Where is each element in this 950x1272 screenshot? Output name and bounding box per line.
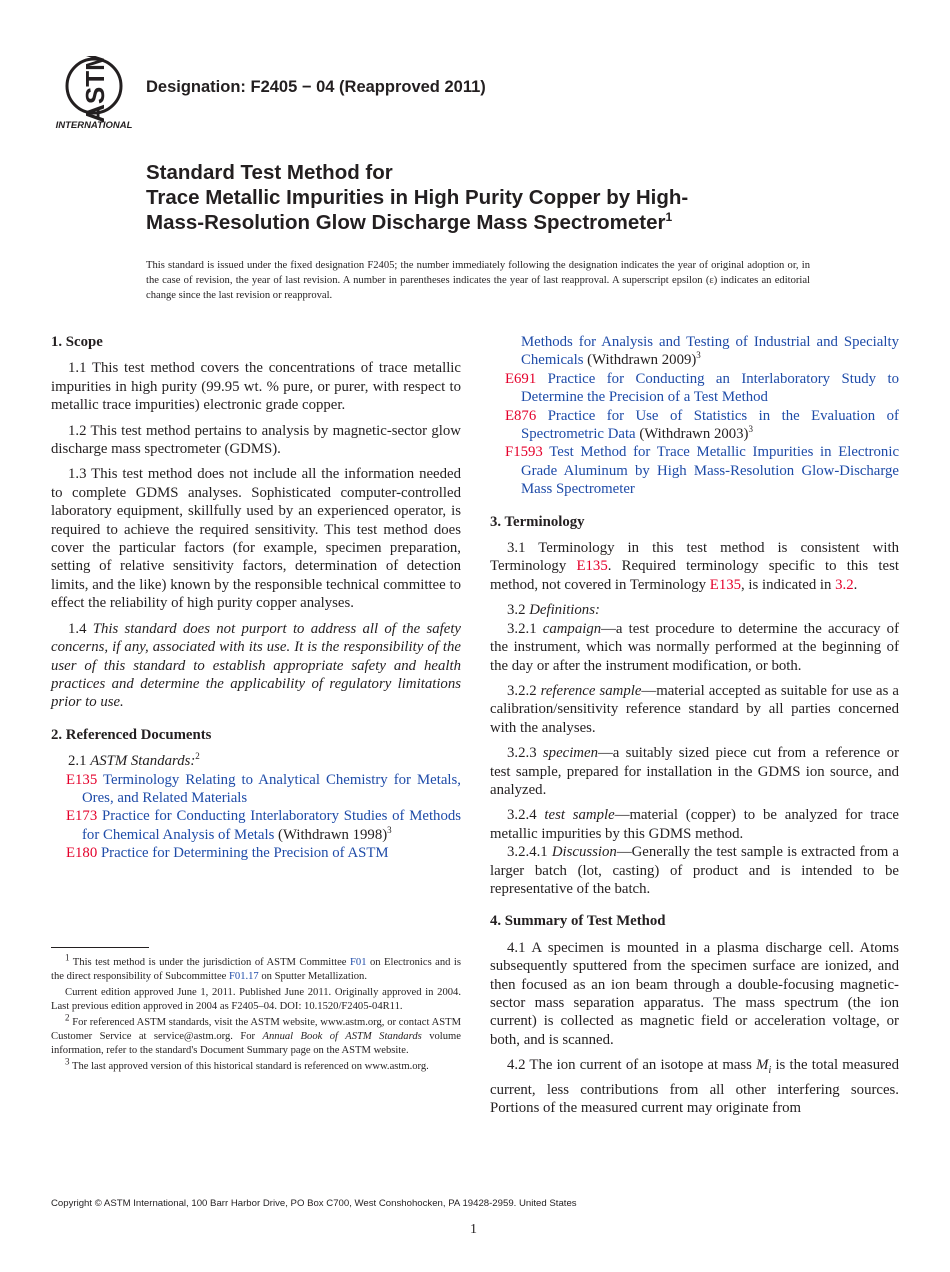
copyright: Copyright © ASTM International, 100 Barr Harbor Drive, PO Box C700, West Conshohocken, PA 19428-2959. United States <box>51 1198 577 1209</box>
definition: 3.2.4 test sample—material (copper) to be analyzed for trace metallic impurities by this GDMS method. <box>490 807 899 842</box>
issuance-note: This standard is issued under the fixed designation F2405; the number immediately following the designation indicates the year of original adoption or, in the case of revision, the year of last revision. A number in parentheses indicates the year of last reapproval. A superscript epsilon (ε) indicates an editorial change since the last revision or reapproval. <box>146 260 810 301</box>
reference-item[interactable]: E691 Practice for Conducting an Interlaboratory Study to Determine the Precision of a Test Method <box>505 370 899 406</box>
paragraph: 4.1 A specimen is mounted in a plasma discharge cell. Atoms subsequently sputtered from the specimen surface are ionized, and then focused as an ion beam through a double-focusing magnetic-sector mass separation apparatus. The mass spectrum (the ion current) is collected as magnetic field or acceleration voltage, or both, and is scanned. <box>490 939 899 1048</box>
reference-item[interactable]: E135 Terminology Relating to Analytical Chemistry for Metals, Ores, and Related Materials <box>66 771 461 806</box>
paragraph: 3.1 Terminology in this test method is consistent with Terminology E135. Required terminology specific to this test method, not covered in Terminology E135, is indicated in 3.2. <box>490 540 899 593</box>
paragraph: 1.1 This test method covers the concentrations of trace metallic impurities in high purity (99.95 wt. % pure, or purer, with respect to metallic trace impurities) electronic grade copper. <box>51 360 461 414</box>
section-heading: 2. Referenced Documents <box>51 726 212 743</box>
definition: 3.2.2 reference sample—material accepted as suitable for use as a calibration/sensitivity reference standard by all parties concerned with the analyses. <box>490 682 900 736</box>
footnote-rule <box>51 947 149 948</box>
reference-item[interactable]: E876 Practice for Use of Statistics in the Evaluation of Spectrometric Data (Withdrawn 2003)$^3$ <box>505 407 899 443</box>
svg-text:ASTM: ASTM <box>80 56 110 123</box>
definition: 3.2.1 campaign—a test procedure to determine the accuracy of the instrument, which was normally performed at the beginning of the day or after the instrument modification, or both. <box>490 620 899 674</box>
link[interactable]: F01.17 <box>229 971 259 982</box>
logo-wordmark: INTERNATIONAL <box>55 120 133 131</box>
page-number: 1 <box>470 1222 477 1237</box>
designation: Designation: F2405 − 04 (Reapproved 2011) <box>146 78 486 96</box>
astm-logo <box>52 56 136 132</box>
definition: 3.2.3 specimen—a suitably sized piece cut from a reference or test sample, prepared for installation in the GDMS ion source, and analyzed. <box>490 745 899 798</box>
reference-item[interactable]: E173 Practice for Conducting Interlaboratory Studies of Methods for Chemical Analysis of Metals (Withdrawn 1998)$^3$ <box>66 808 462 843</box>
link[interactable]: E135 <box>709 576 742 593</box>
footnote: $^1$ This test method is under the jurisdiction of ASTM Committee F01 on Electronics and is the direct responsibility of Subcommittee F01.17 on Sputter Metallization. <box>51 952 462 982</box>
paragraph: 1.3 This test method does not include all the information needed to complete GDMS analyses. Sophisticated computer-controlled laboratory equipment, skillfully used by an experienced operator, is required to achieve the required sensitivity. This test method does cover the particular factors (for example, specimen preparation, setting of relative sensitivity factors, determination of detection limits, and the like) known by the responsible technical committee to effect the reliability of high purity copper analyses. <box>51 466 461 612</box>
section-heading: 3. Terminology <box>490 513 585 530</box>
footnotes <box>51 952 462 1076</box>
paragraph: 1.4 This standard does not purport to address all of the safety concerns, if any, associated with its use. It is the responsibility of the user of this standard to establish appropriate safety and health practices and determine the applicability of regulatory limitations prior to use. <box>51 620 461 711</box>
paragraph: 4.2 The ion current of an isotope at mass $M_i$ is the total measured current, less contributions from all other interfering sources. Portions of the measured current may originate from <box>490 1057 899 1116</box>
link[interactable]: F01 <box>350 957 367 968</box>
definition: 3.2.4.1 Discussion—Generally the test sample is extracted from a larger batch (lot, casting) of product and is intended to be representative of the batch. <box>490 844 899 897</box>
reference-item[interactable]: E180 Practice for Determining the Precision of ASTM <box>66 845 389 862</box>
link[interactable]: E135 <box>576 558 608 575</box>
paragraph: 3.2 Definitions: <box>507 602 600 619</box>
paragraph: 2.1 ASTM Standards:$^2$ <box>68 751 200 770</box>
section-heading: 1. Scope <box>51 334 103 350</box>
right-column <box>490 333 899 1124</box>
section-heading: 4. Summary of Test Method <box>490 913 666 930</box>
left-column <box>51 333 461 863</box>
footnote: $^2$ For referenced ASTM standards, visit the ASTM website, www.astm.org, or contact ASTM Customer Service at service@astm.org. For Annual Book of ASTM Standards volume information, refer to the standard's Document Summary page on the ASTM website. <box>51 1012 461 1056</box>
paragraph: 1.2 This test method pertains to analysis by magnetic-sector glow discharge mass spectrometer (GDMS). <box>51 422 461 458</box>
link[interactable]: 3.2 <box>835 576 854 593</box>
footnote: $^3$ The last approved version of this historical standard is referenced on www.astm.org. <box>65 1056 429 1072</box>
reference-item-continued[interactable]: Methods for Analysis and Testing of Industrial and Specialty Chemicals (Withdrawn 2009)$^3$ <box>521 334 899 369</box>
document-title: Standard Test Method for Trace Metallic Impurities in High Purity Copper by High- Mass-Resolution Glow Discharge Mass Spectrometer$^1$ <box>146 161 689 234</box>
footnote: Current edition approved June 1, 2011. Published June 2011. Originally approved in 2004. Last previous edition approved in 2004 as F2405–04. DOI: 10.1520/F2405-04R11. <box>51 987 461 1012</box>
reference-item[interactable]: F1593 Test Method for Trace Metallic Impurities in Electronic Grade Aluminum by High Mass-Resolution Glow-Discharge Mass Spectrometer <box>505 444 900 498</box>
